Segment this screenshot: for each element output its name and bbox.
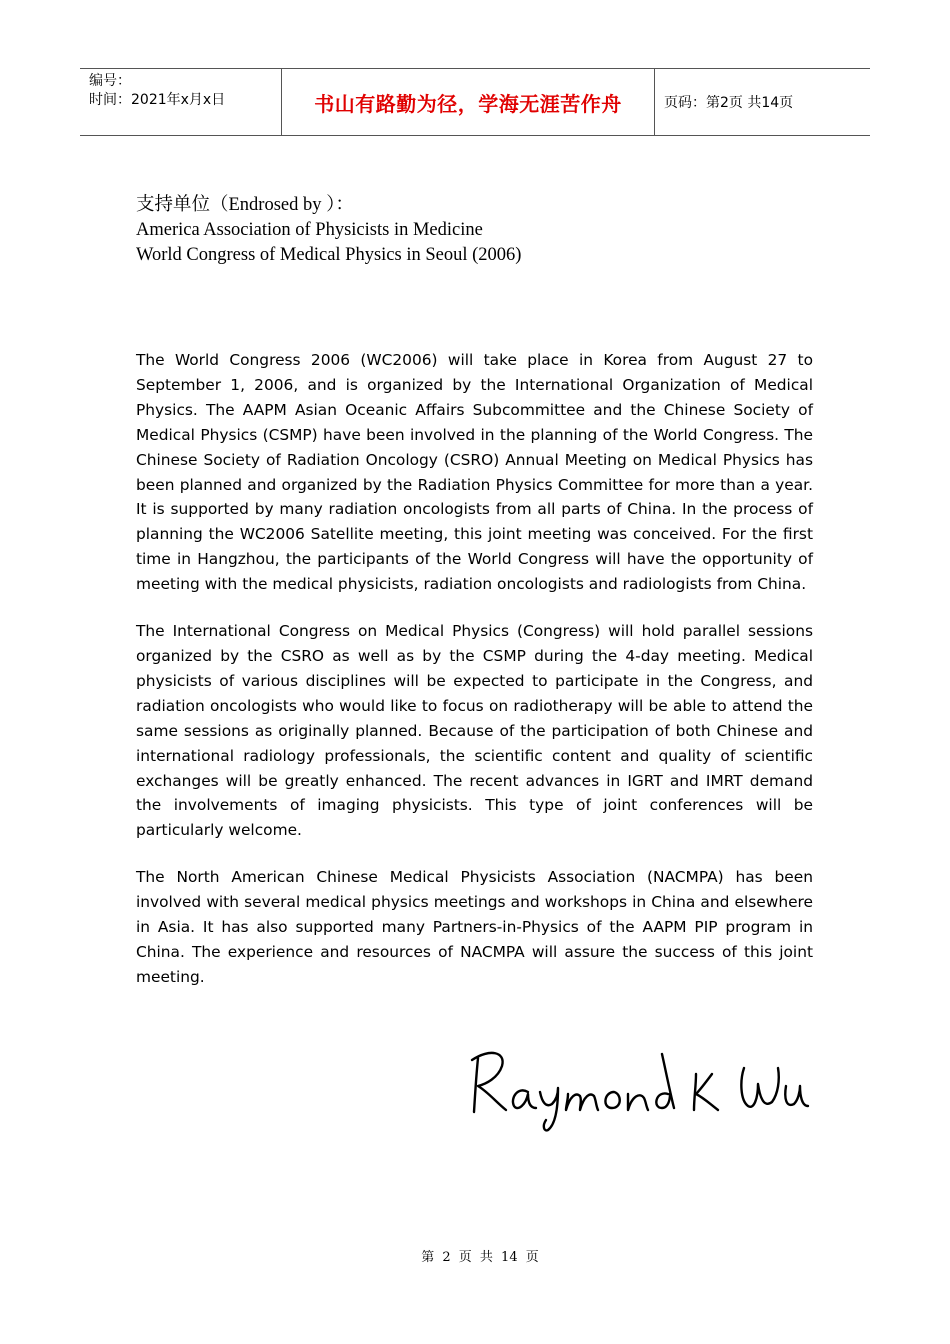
supporters-heading: 支持单位（Endrosed by ）：	[136, 195, 354, 215]
handwritten-signature	[462, 1040, 818, 1140]
document-date-label: 时间：2021年x月x日	[89, 92, 226, 108]
body-paragraph: The North American Chinese Medical Physicists Association (NACMPA) has been involved with several medical physics meetings and workshops in China and elsewhere in Asia. It has also supported many Partners-in-Physics of the AAPM PIP program in China. The experience and resources of NACMPA will assure the success of this joint meeting.	[136, 868, 813, 986]
document-number-label: 编号：	[89, 73, 131, 89]
header-motto: 书山有路勤为径，学海无涯苦作舟	[281, 69, 655, 135]
page-footer: 第 2 页 共 14 页	[421, 1250, 539, 1265]
supporter-org: America Association of Physicists in Medicine	[136, 220, 483, 240]
page-header	[80, 68, 870, 136]
supporters-block	[136, 193, 816, 268]
header-page-number: 页码：第2页 共14页	[664, 95, 794, 111]
supporter-org: World Congress of Medical Physics in Seoul (2006)	[136, 245, 522, 265]
letter-body	[136, 348, 813, 1012]
body-paragraph: The International Congress on Medical Physics (Congress) will hold parallel sessions organized by the CSRO as well as by the CSMP during the 4-day meeting. Medical physicists of various disciplines will be expected to participate in the Congress, and radiation oncologists who would like to focus on radiotherapy will be able to attend the same sessions as originally planned. Because of the participation of both Chinese and international radiology professionals, the scientific content and quality of scientific exchanges will be greatly enhanced. The recent advances in IGRT and IMRT demand the involvements of imaging physicists. This type of joint conferences will be particularly welcome.	[136, 622, 813, 840]
header-info	[80, 69, 281, 135]
body-paragraph: The World Congress 2006 (WC2006) will take place in Korea from August 27 to September 1, 2006, and is organized by the International Organization of Medical Physics. The AAPM Asian Oceanic Affairs Subcommittee and the Chinese Society of Medical Physics (CSMP) have been involved in the planning of the World Congress. The Chinese Society of Radiation Oncology (CSRO) Annual Meeting on Medical Physics has been planned and organized by the Radiation Physics Committee for more than a year. It is supported by many radiation oncologists from all parts of China. In the process of planning the WC2006 Satellite meeting, this joint meeting was conceived. For the first time in Hangzhou, the participants of the World Congress will have the opportunity of meeting with the medical physicists, radiation oncologists and radiologists from China.	[136, 351, 813, 594]
